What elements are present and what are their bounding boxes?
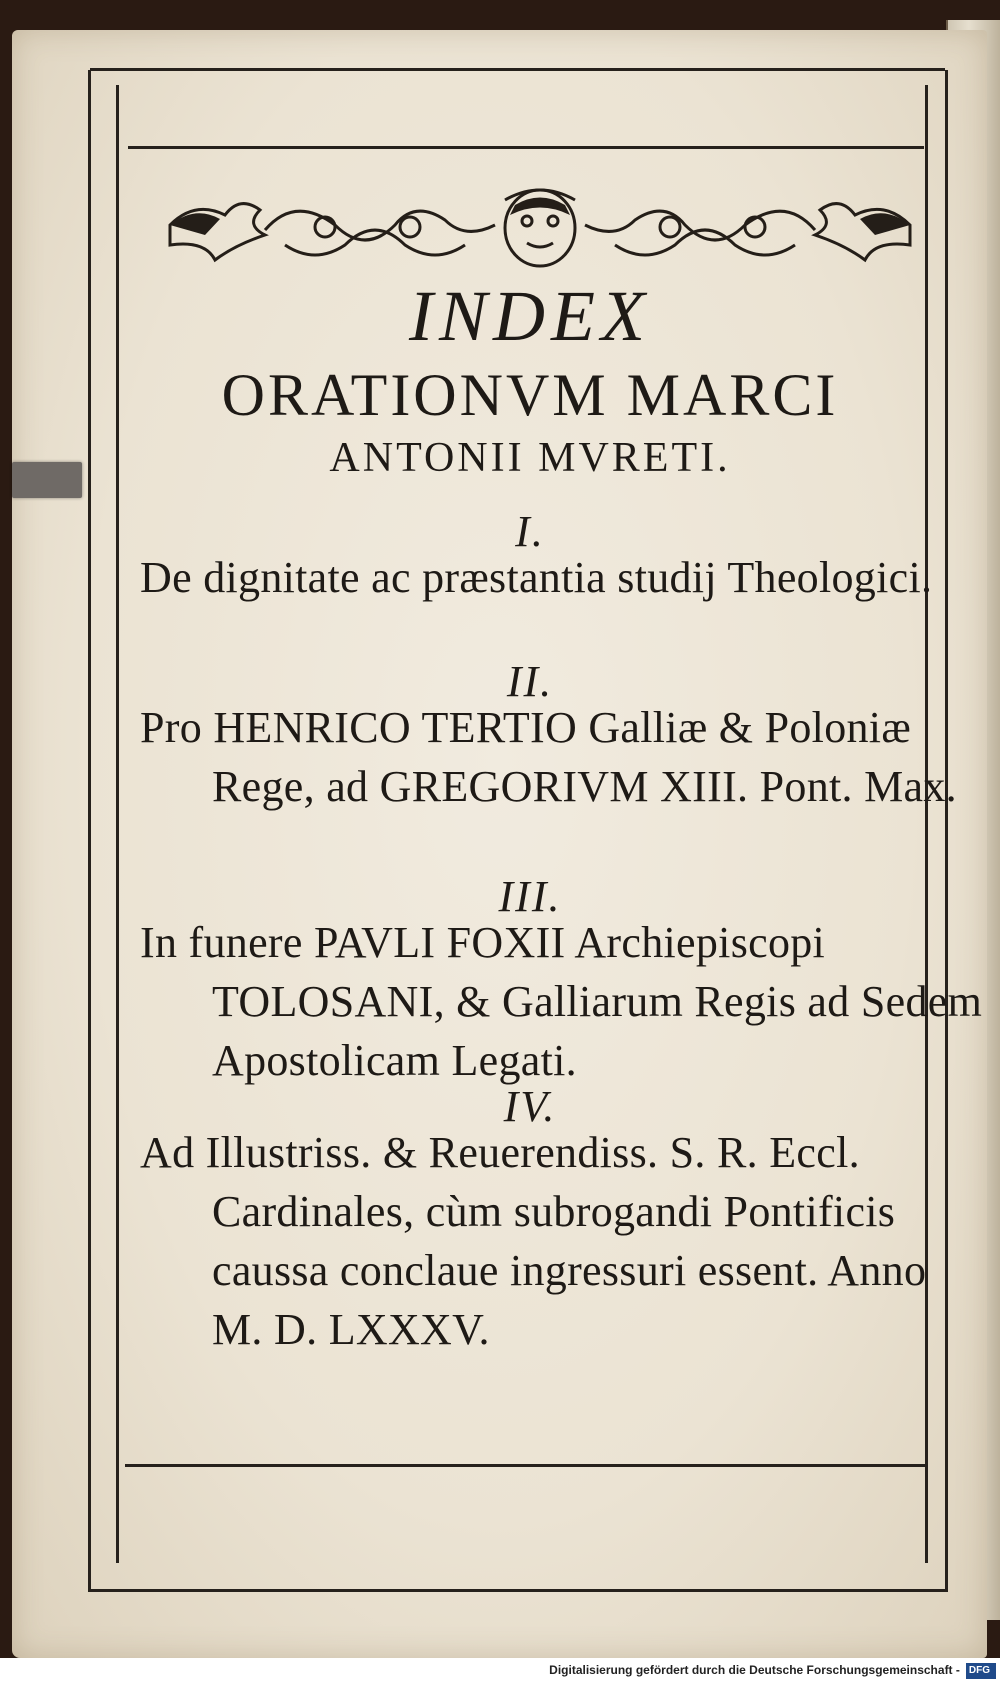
frame-inner-bottom (125, 1464, 925, 1467)
entry-numeral: I. (515, 507, 545, 556)
frame-rule-bottom (88, 1589, 948, 1592)
entry-numeral: IV. (503, 1082, 557, 1131)
title-index: INDEX (409, 276, 651, 356)
frame-rule-right (945, 70, 948, 1590)
digitization-credit (0, 1658, 1000, 1682)
footer-credit-text: Digitalisierung gefördert durch die Deutsche Forschungsgemeinschaft - (549, 1663, 960, 1677)
frame-inner-left (116, 85, 119, 1563)
title-orationum: ORATIONVM MARCI (221, 362, 839, 428)
ornament-icon (165, 185, 915, 271)
entry-numeral: III. (498, 872, 562, 921)
title-author: ANTONII MVRETI. (329, 435, 731, 481)
entry-numeral: II. (506, 657, 554, 706)
dfg-logo: DFG (966, 1663, 996, 1679)
page-tab-marker (12, 462, 82, 498)
entry-text: Pro HENRICO TERTIO Galliæ & Poloniæ Rege, ad GREGORIVM XIII. Pont. Max. (140, 703, 957, 811)
entry-text: In funere PAVLI FOXII Archiepiscopi TOLOSANI, & Galliarum Regis ad Sedem Apostolicam Legati. (140, 918, 983, 1085)
list-item (140, 883, 988, 1090)
frame-rule-left (88, 70, 91, 1590)
frame-rule-top (90, 68, 945, 71)
list-item (140, 1093, 988, 1359)
list-item (140, 668, 988, 816)
frame-inner-top (128, 146, 924, 149)
page (12, 30, 987, 1658)
entry-text: Ad Illustriss. & Reuerendiss. S. R. Eccl. Cardinales, cùm subrogandi Pontificis caussa conclaue ingressuri essent. Anno M. D. LXXXV. (140, 1128, 927, 1354)
list-item (140, 518, 988, 607)
entry-text: De dignitate ac præstantia studij Theologici. (140, 553, 933, 602)
